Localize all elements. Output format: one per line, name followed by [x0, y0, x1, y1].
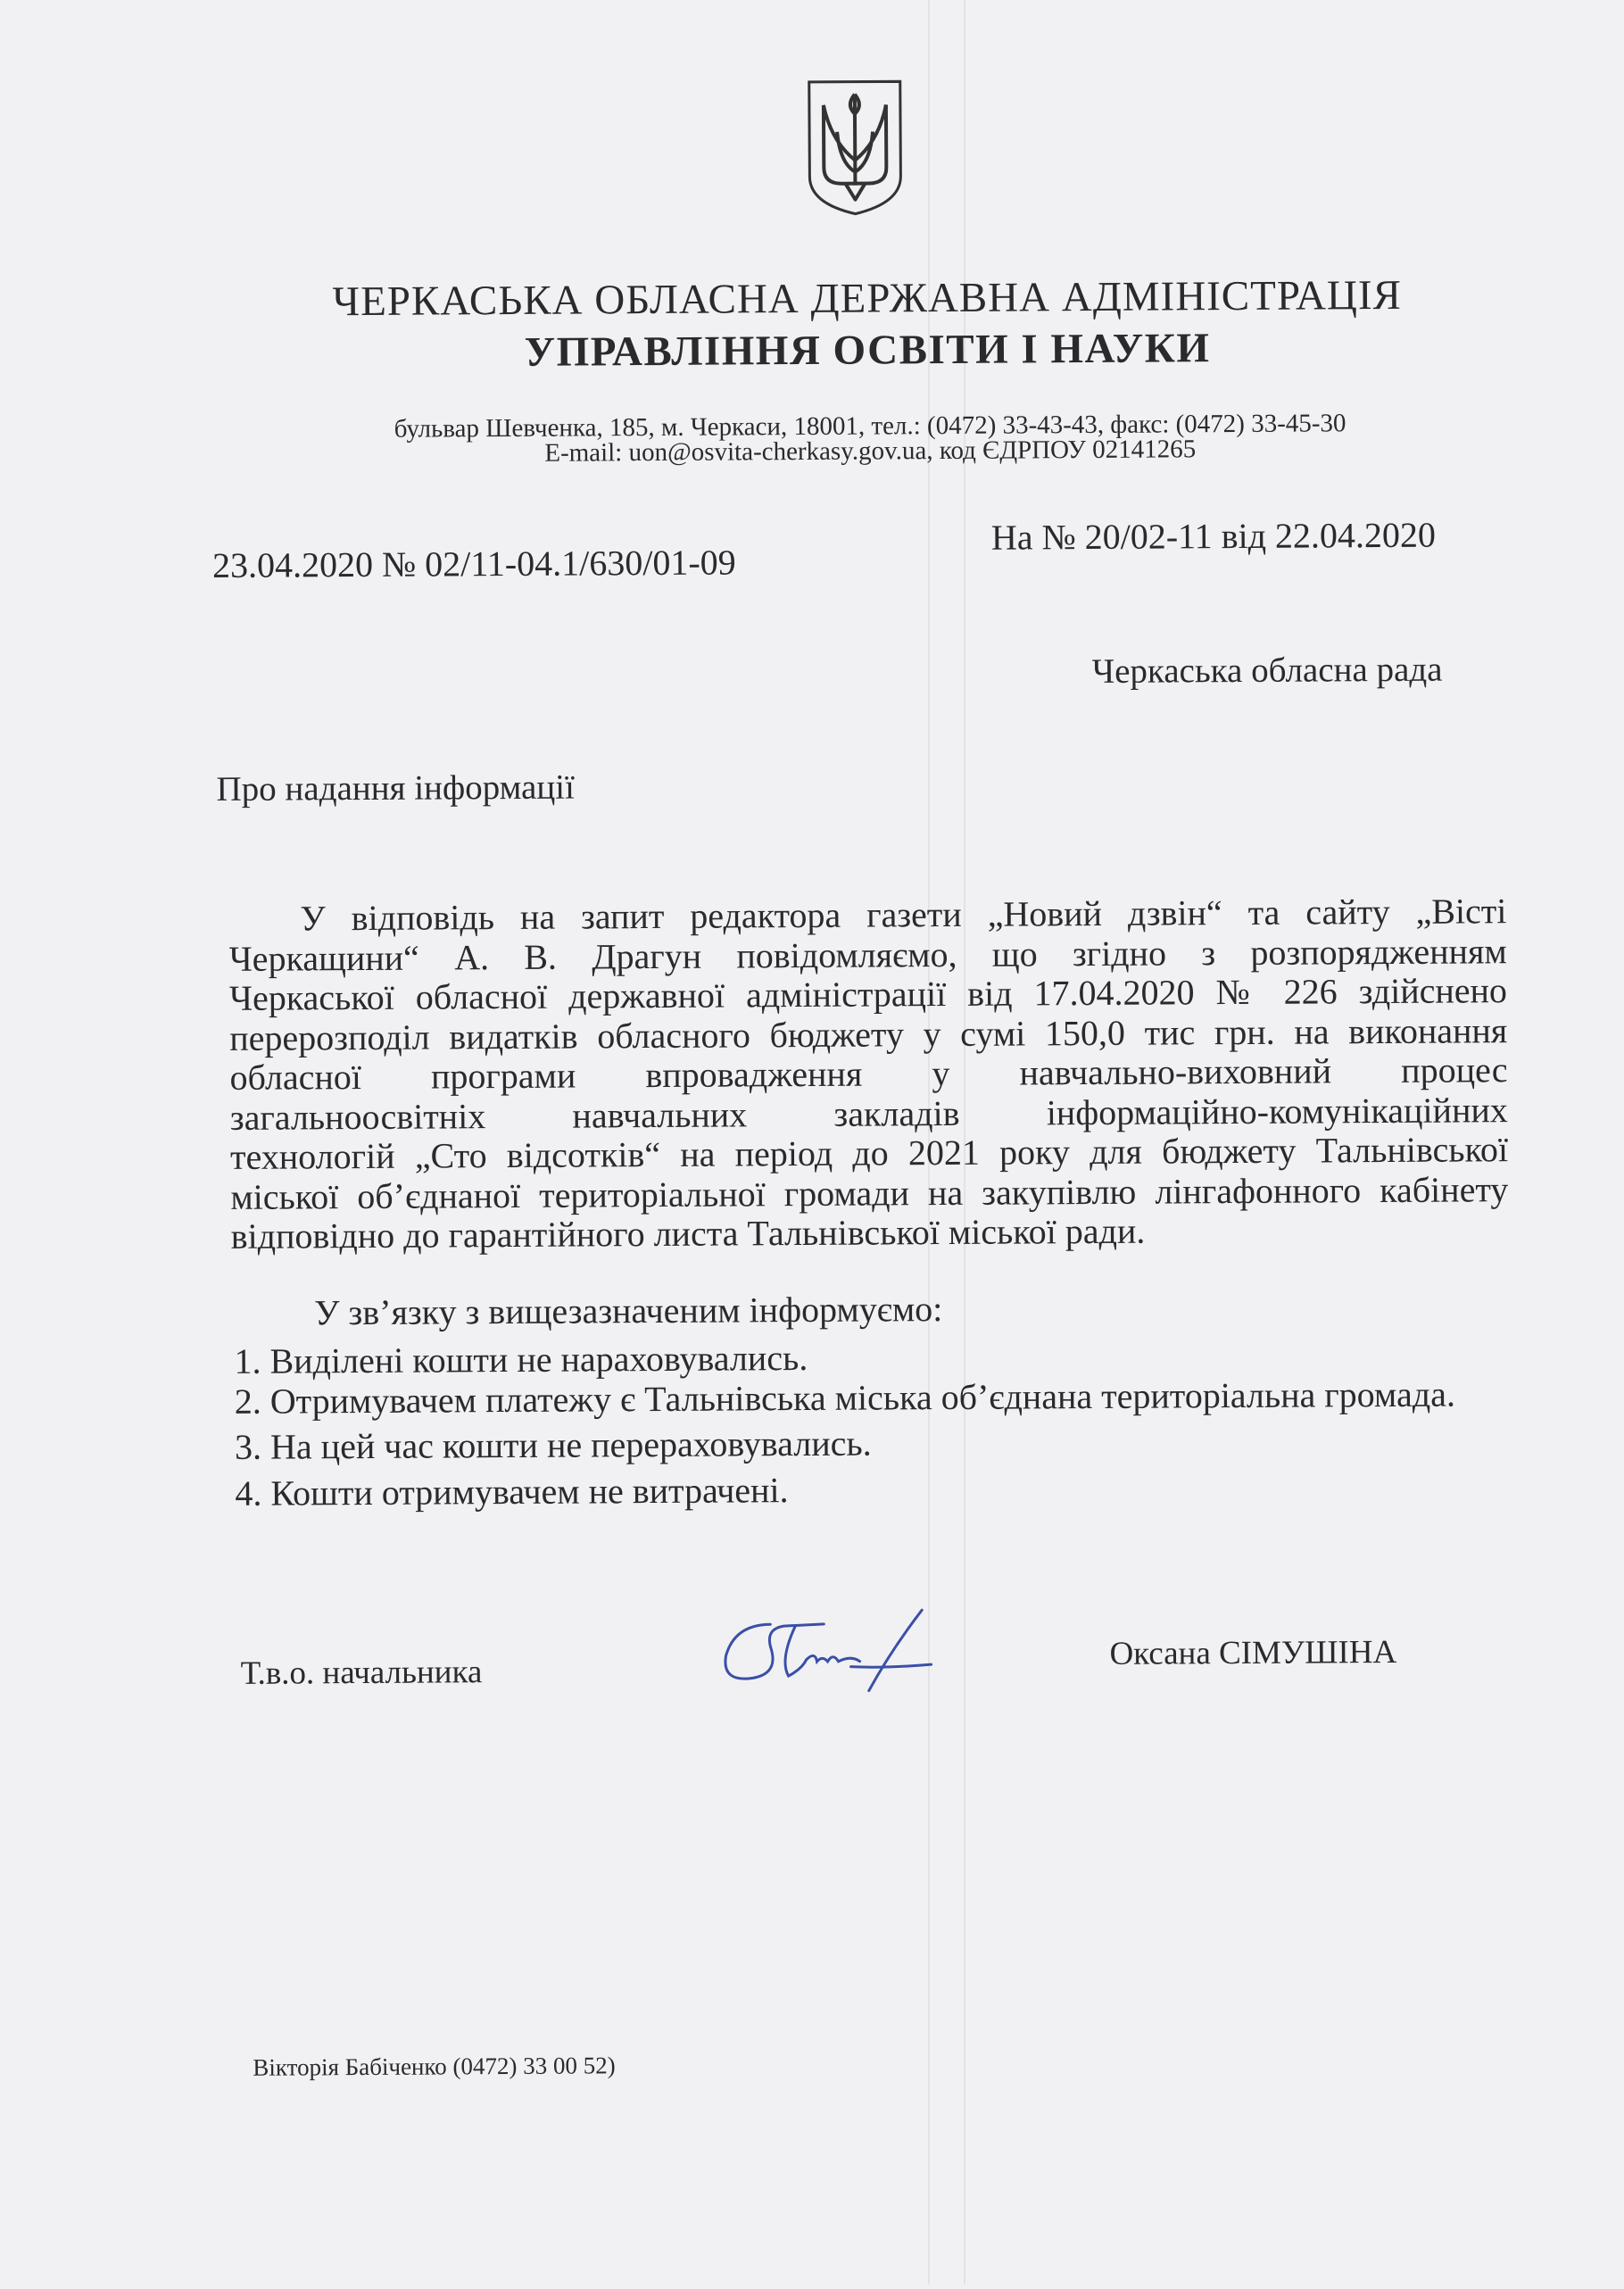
paragraph-line: обласної програми впровадження у навчально-виховний процес — [229, 1049, 1508, 1098]
paragraph-line: Черкащини“ А. В. Драгун повідомляємо, що згідно з розпорядженням — [228, 930, 1507, 979]
paragraph-line: У відповідь на запит редактора газети „Новий дзвін“ та сайту „Вісті — [300, 891, 1507, 939]
paragraph-line: міської об’єднаної територіальної громади на закупівлю лінгафонного кабінету — [230, 1168, 1509, 1217]
signatory-name: Оксана СІМУШІНА — [1109, 1633, 1397, 1672]
handwritten-signature — [717, 1605, 949, 1696]
body-paragraph — [228, 892, 1508, 1256]
paragraph-line: перерозподіл видатків обласного бюджету у сумі 150,0 тис грн. на виконання — [229, 1009, 1508, 1058]
department-name: УПРАВЛІННЯ ОСВІТИ І НАУКИ — [524, 325, 1211, 376]
paragraph-line: відповідно до гарантійного листа Тальнівської міської ради. — [230, 1210, 1146, 1256]
outgoing-reference: 23.04.2020 № 02/11-04.1/630/01-09 — [211, 542, 736, 586]
paragraph-line: технологій „Сто відсотків“ на період до 2021 року для бюджету Тальнівської — [229, 1129, 1509, 1177]
subject: Про надання інформації — [216, 767, 576, 809]
list-item: 3. На цей час кошти не перераховувались. — [234, 1422, 872, 1467]
contacts: E-mail: uon@osvita-cherkasy.gov.ua, код ЄДРПОУ 02141265 — [544, 435, 1197, 468]
recipient: Черкаська обласна рада — [1091, 650, 1443, 692]
executor-contact: Вікторія Бабіченко (0472) 33 00 52) — [253, 2052, 616, 2081]
list-intro: У зв’язку з вищезазначеним інформуємо: — [314, 1289, 943, 1333]
list-item: 2. Отримувачем платежу є Тальнівська міська об’єднана територіальна громада. — [234, 1373, 1455, 1422]
incoming-reference: На № 20/02-11 від 22.04.2020 — [990, 514, 1437, 558]
organization-name: ЧЕРКАСЬКА ОБЛАСНА ДЕРЖАВНА АДМІНІСТРАЦІЯ — [332, 271, 1403, 326]
list-item: 4. Кошти отримувачем не витрачені. — [235, 1470, 789, 1514]
address: бульвар Шевченка, 185, м. Черкаси, 18001, тел.: (0472) 33-43-43, факс: (0472) 33-45-30 — [394, 409, 1346, 444]
signatory-position: Т.в.о. начальника — [240, 1654, 483, 1692]
coat-of-arms-icon — [806, 78, 905, 218]
paragraph-line: загальноосвітніх навчальних закладів інформаційно-комунікаційних — [229, 1089, 1508, 1138]
list-item: 1. Виділені кошти не нараховувались. — [234, 1337, 808, 1381]
paragraph-line: Черкаської обласної державної адміністрації від 17.04.2020 № 226 здійснено — [228, 970, 1508, 1018]
